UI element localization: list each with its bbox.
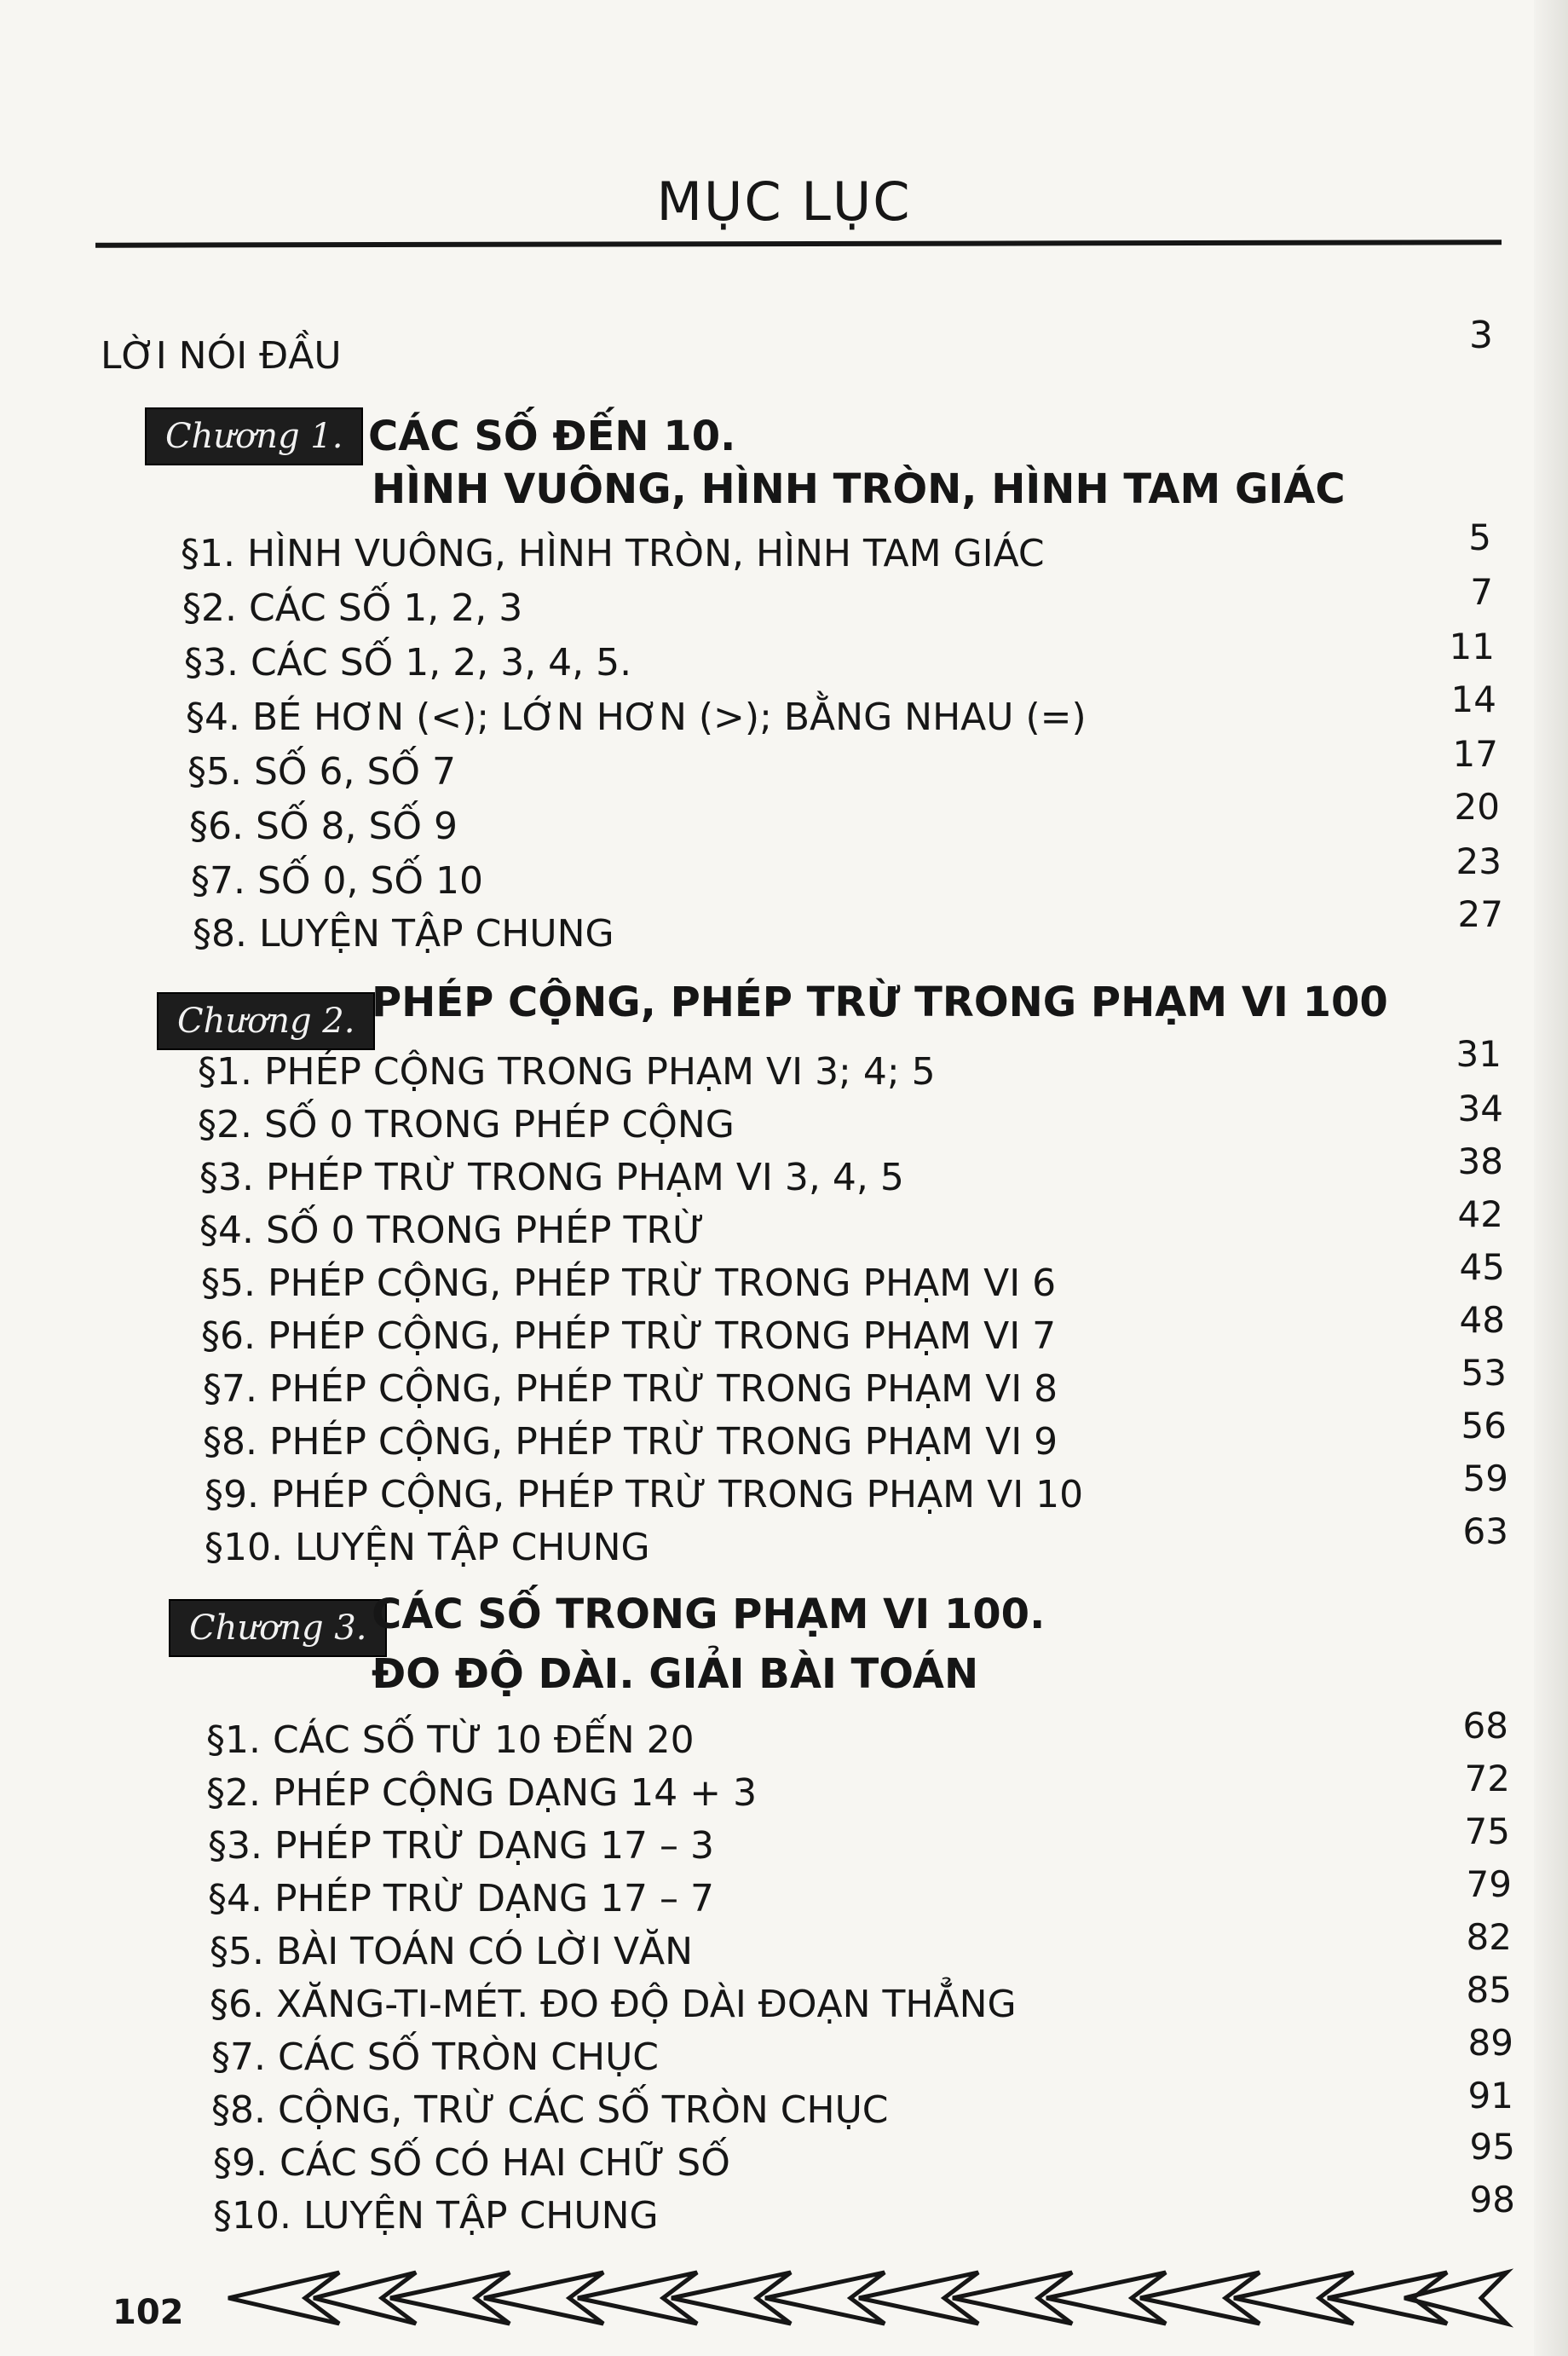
chapter-2-badge: Chương 2. [157,992,375,1050]
chapter-1-title-line2: HÌNH VUÔNG, HÌNH TRÒN, HÌNH TAM GIÁC [372,465,1346,513]
toc-page-number: 42 [1457,1193,1503,1235]
toc-page-number: 91 [1467,2075,1513,2116]
toc-page-number: 45 [1459,1246,1505,1288]
chapter-2-title: PHÉP CỘNG, PHÉP TRỪ TRONG PHẠM VI 100 [372,979,1388,1026]
toc-page-number: 20 [1454,786,1500,828]
toc-page-number: 48 [1459,1299,1505,1341]
toc-page-number: 72 [1464,1758,1510,1799]
toc-page-number: 98 [1469,2179,1515,2220]
chapter-1-badge: Chương 1. [145,407,363,465]
toc-entry: §8. CỘNG, TRỪ CÁC SỐ TRÒN CHỤC [211,2088,889,2132]
toc-page-number: 85 [1466,1969,1512,2011]
toc-entry: §6. SỐ 8, SỐ 9 [189,805,458,848]
toc-page-number: 79 [1466,1863,1512,1905]
toc-page-number: 7 [1470,571,1493,613]
toc-page-number: 56 [1461,1405,1507,1447]
chapter-3-title-line1: CÁC SỐ TRONG PHẠM VI 100. [372,1591,1046,1638]
toc-page-number: 27 [1457,893,1503,935]
toc-entry: §1. HÌNH VUÔNG, HÌNH TRÒN, HÌNH TAM GIÁC [181,532,1045,575]
footer-chevron-ornament [220,2264,1515,2332]
toc-page-number: 75 [1464,1810,1510,1852]
toc-page-number: 14 [1450,679,1496,720]
toc-page-number: 95 [1469,2126,1515,2168]
toc-page-number: 82 [1466,1916,1512,1958]
title-rule [95,240,1502,247]
chapter-1-title-line1: CÁC SỐ ĐẾN 10. [368,413,736,460]
toc-entry: §2. SỐ 0 TRONG PHÉP CỘNG [198,1103,735,1146]
toc-entry: §9. CÁC SỐ CÓ HAI CHỮ SỐ [213,2141,730,2185]
footer-page-number: 102 [112,2293,184,2332]
page-edge-shadow [1534,0,1568,2356]
toc-entry: §5. PHÉP CỘNG, PHÉP TRỪ TRONG PHẠM VI 6 [201,1262,1057,1305]
toc-entry: §3. PHÉP TRỪ TRONG PHẠM VI 3, 4, 5 [199,1156,904,1199]
toc-page-number: 68 [1462,1705,1508,1747]
toc-page-number: 23 [1456,840,1502,882]
toc-page-number: 38 [1457,1140,1503,1182]
preface-label: LỜI NÓI ĐẦU [101,334,342,378]
preface-page-number: 3 [1469,314,1493,357]
toc-page-number: 63 [1462,1510,1508,1552]
toc-entry: §6. PHÉP CỘNG, PHÉP TRỪ TRONG PHẠM VI 7 [201,1314,1057,1358]
toc-page-number: 5 [1468,517,1491,558]
toc-entry: §5. SỐ 6, SỐ 7 [187,750,457,794]
toc-entry: §2. PHÉP CỘNG DẠNG 14 + 3 [206,1771,758,1815]
toc-entry: §10. LUYỆN TẬP CHUNG [213,2194,659,2238]
toc-entry: §5. BÀI TOÁN CÓ LỜI VĂN [210,1930,694,1973]
toc-entry: §8. PHÉP CỘNG, PHÉP TRỪ TRONG PHẠM VI 9 [203,1420,1058,1464]
toc-entry: §4. SỐ 0 TRONG PHÉP TRỪ [199,1209,705,1252]
chapter-3-badge: Chương 3. [169,1599,387,1657]
toc-page-number: 31 [1456,1033,1502,1075]
toc-entry: §9. PHÉP CỘNG, PHÉP TRỪ TRONG PHẠM VI 10 [205,1473,1084,1516]
toc-entry: §4. PHÉP TRỪ DẠNG 17 – 7 [208,1877,715,1920]
toc-entry: §7. PHÉP CỘNG, PHÉP TRỪ TRONG PHẠM VI 8 [203,1367,1058,1411]
toc-entry: §1. CÁC SỐ TỪ 10 ĐẾN 20 [206,1718,695,1762]
toc-entry: §3. CÁC SỐ 1, 2, 3, 4, 5. [184,641,632,684]
toc-page-number: 11 [1449,626,1495,667]
toc-page-number: 34 [1457,1088,1503,1129]
toc-entry: §3. PHÉP TRỪ DẠNG 17 – 3 [208,1824,715,1868]
toc-entry: §10. LUYỆN TẬP CHUNG [205,1526,650,1569]
toc-entry: §2. CÁC SỐ 1, 2, 3 [182,586,523,630]
chapter-3-title-line2: ĐO ĐỘ DÀI. GIẢI BÀI TOÁN [372,1650,979,1698]
toc-entry: §4. BÉ HƠN (<); LỚN HƠN (>); BẰNG NHAU (=) [186,696,1087,739]
toc-page-number: 59 [1462,1458,1508,1499]
toc-entry: §8. LUYỆN TẬP CHUNG [193,912,614,956]
toc-entry: §7. CÁC SỐ TRÒN CHỤC [211,2036,659,2079]
page-title: MỤC LỤC [656,170,912,233]
toc-page-number: 53 [1461,1352,1507,1394]
toc-entry: §7. SỐ 0, SỐ 10 [191,859,484,903]
toc-page-number: 17 [1452,733,1498,775]
toc-entry: §1. PHÉP CỘNG TRONG PHẠM VI 3; 4; 5 [198,1050,936,1094]
toc-entry: §6. XĂNG-TI-MÉT. ĐO ĐỘ DÀI ĐOẠN THẲNG [210,1983,1017,2026]
toc-page-number: 89 [1467,2022,1513,2064]
